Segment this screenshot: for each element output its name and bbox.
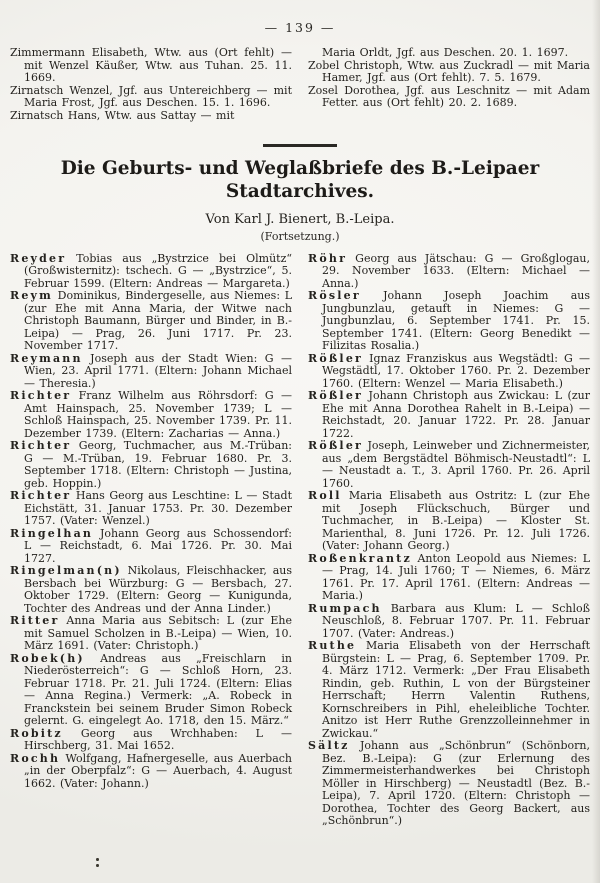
- register-entry: [10, 353, 292, 391]
- surname: Reyder: [10, 251, 67, 265]
- register-entry: Zobel Christoph, Wtw. aus Zuckradl — mit Maria Hamer, Jgf. aus (Ort fehlt). 7. 5. 1679.: [308, 58, 590, 84]
- header-left-column: [10, 47, 292, 122]
- register-entry: Zirnatsch Wenzel, Jgf. aus Untereichberg — mit Maria Frost, Jgf. aus Deschen. 15. 1. 1696.: [10, 83, 292, 109]
- surname: Roßenkrantz: [308, 551, 412, 565]
- entry-text: Wolfgang, Hafnergeselle, aus Auerbach „in der Oberpfalz“: G — Auerbach, 4. August 1662. (Vater: Johann.): [24, 751, 292, 790]
- entry-text: Nikolaus, Fleischhacker, aus Bersbach bei Würzburg: G — Bersbach, 27. Oktober 1729. (Eltern: Georg — Kunigunda, Tochter des Andreas und der Anna Linder.): [24, 564, 292, 615]
- surname: Reymann: [10, 351, 83, 365]
- register-entry: [10, 390, 292, 440]
- continuation-note: (Fortsetzung.): [260, 229, 340, 243]
- surname: Robek(h): [10, 651, 85, 665]
- scan-edge-shadow: [592, 0, 600, 883]
- scan-ink-speck: [96, 858, 99, 867]
- surname: Richter: [10, 439, 72, 452]
- surname: Sältz: [308, 739, 350, 752]
- entry-text: Georg aus Jätschau: G — Großglogau, 29. November 1633. (Eltern: Michael — Anna.): [322, 251, 590, 290]
- surname: Ringelhan: [10, 526, 94, 540]
- surname: Röhr: [308, 251, 348, 265]
- entry-text: Georg, Tuchmacher, aus M.-Trüban: G — M.-Trüban, 19. Februar 1680. Pr. 3. September 1718. (Eltern: Christoph — Justina, geb. Hoppin.): [24, 439, 292, 490]
- body-right-column: [308, 253, 590, 828]
- surname: Rößler: [308, 351, 364, 365]
- page-number: — 139 —: [264, 20, 336, 35]
- entry-text: Hans Georg aus Leschtine: L — Stadt Eichstätt, 31. Januar 1753. Pr. 30. Dezember 1757. (Vater: Wenzel.): [24, 489, 292, 527]
- header-register-section: [0, 47, 600, 122]
- surname: Rößler: [308, 389, 364, 402]
- register-entry: [10, 440, 292, 490]
- entry-text: Joseph aus der Stadt Wien: G — Wien, 23. April 1771. (Eltern: Johann Michael — Theresia.): [24, 351, 292, 390]
- body-register-section: [0, 253, 600, 828]
- surname: Ruthe: [308, 639, 357, 652]
- register-entry: [308, 440, 590, 490]
- header-right-column: [308, 47, 590, 122]
- register-entry: [10, 615, 292, 653]
- register-entry: [308, 353, 590, 391]
- register-entry: [10, 290, 292, 353]
- surname: Richter: [10, 489, 72, 502]
- register-entry: [308, 253, 590, 291]
- entry-text: Johann Christoph aus Zwickau: L (zur Ehe mit Anna Dorothea Rahelt in B.-Leipa) — Reichstadt, 20. Januar 1722. Pr. 28. Januar 1722.: [322, 389, 590, 440]
- body-left-column: [10, 253, 292, 828]
- register-entry: Zosel Dorothea, Jgf. aus Leschnitz — mit Adam Fetter. aus (Ort fehlt) 20. 2. 1689.: [308, 83, 590, 109]
- surname: Robitz: [10, 726, 63, 740]
- entry-text: Johann Joseph Joachim aus Jungbunzlau, getauft in Niemes: G — Jungbunzlau, 6. September 1741. Pr. 15. September 1741. (Eltern: Georg Benedikt — Filizitas Rosalia.): [322, 289, 590, 352]
- register-entry: [308, 603, 590, 641]
- register-entry: [10, 528, 292, 566]
- article-title: [30, 157, 570, 203]
- register-entry: [10, 565, 292, 615]
- entry-text: Franz Wilhelm aus Röhrsdorf: G — Amt Hainspach, 25. November 1739; L — Schloß Hainspach, 25. November 1739. Pr. 11. Dezember 1739. (Eltern: Zacharias — Anna.): [24, 389, 292, 440]
- entry-text: Johann Georg aus Schossendorf: L — Reichstadt, 6. Mai 1726. Pr. 30. Mai 1727.: [24, 526, 292, 565]
- register-entry: [10, 490, 292, 528]
- entry-text: Dominikus, Bindergeselle, aus Niemes: L (zur Ehe mit Anna Maria, der Witwe nach Christoph Baumann, Bürger und Binder, in B.-Leipa) — Prag, 26. Juni 1717. Pr. 23. November 1717.: [24, 289, 292, 352]
- entry-text: Anna Maria aus Sebitsch: L (zur Ehe mit Samuel Scholzen in B.-Leipa) — Wien, 10. März 1691. (Vater: Christoph.): [24, 614, 292, 652]
- surname: Richter: [10, 389, 72, 402]
- register-entry: [10, 253, 292, 291]
- register-entry-continuation: Maria Orldt, Jgf. aus Deschen. 20. 1. 1697.: [322, 46, 569, 59]
- surname: Rößler: [308, 439, 364, 452]
- entry-text: Maria Elisabeth aus Ostritz: L (zur Ehe mit Joseph Flückschuch, Bürger und Tuchmacher, in B.-Leipa) — Kloster St. Marienthal, 8. Juni 1726. Pr. 12. Juli 1726. (Vater: Johann Georg.): [322, 489, 590, 552]
- entry-text: Maria Elisabeth von der Herrschaft Bürgstein: L — Prag, 6. September 1709. Pr. 4. März 1712. Vermerk: „Der Frau Elisabeth Rindin, geb. Ruthin, L von der Bürgsteiner Herrschaft; Herrn Valentin Ruthens, Kornschreibers in Pihl, eheleibliche Tochter. Anitzo ist Herr Ruthe Grenzzolleinnehmer in Zwickau.“: [322, 639, 590, 740]
- register-entry: [10, 653, 292, 728]
- article-title-line1: Die Geburts- und Weglaßbriefe des B.-Leipaer: [60, 157, 540, 179]
- entry-text: Barbara aus Klum: L — Schloß Neuschloß, 8. Februar 1707. Pr. 11. Februar 1707. (Vater: Andreas.): [322, 601, 590, 640]
- register-entry: [308, 390, 590, 440]
- surname: Rumpach: [308, 601, 382, 615]
- register-entry: [10, 753, 292, 791]
- entry-text: Anton Leopold aus Niemes: L — Prag, 14. Juli 1760; T — Niemes, 6. März 1761. Pr. 17. April 1761. (Eltern: Andreas — Maria.): [322, 551, 590, 602]
- register-entry: [308, 290, 590, 353]
- surname: Reym: [10, 289, 53, 302]
- entry-text: Tobias aus „Bystrzice bei Olmütz“ (Großwisternitz): tschech. G — „Bystrzice“, 5. Februar 1599. (Eltern: Andreas — Margareta.): [24, 251, 292, 290]
- section-divider-rule: [263, 144, 337, 147]
- register-entry: [308, 740, 590, 828]
- entry-text: Ignaz Franziskus aus Wegstädtl: G — Wegstädtl, 17. Oktober 1760. Pr. 2. Dezember 1760. (Eltern: Wenzel — Maria Elisabeth.): [322, 351, 590, 390]
- register-entry: Zimmermann Elisabeth, Wtw. aus (Ort fehlt) — mit Wenzel Käußer, Wtw. aus Tuhan. 25. 11. 1669.: [10, 46, 292, 84]
- article-byline: Von Karl J. Bienert, B.-Leipa.: [205, 211, 395, 227]
- surname: Rochh: [10, 751, 61, 765]
- surname: Rösler: [308, 289, 361, 302]
- surname: Ringelman(n): [10, 564, 122, 577]
- register-entry: [308, 490, 590, 553]
- article-title-line2: Stadtarchives.: [225, 180, 375, 202]
- surname: Roll: [308, 489, 342, 502]
- register-entry: [308, 553, 590, 603]
- entry-text: Georg aus Wrchhaben: L — Hirschberg, 31. Mai 1652.: [24, 726, 292, 752]
- register-entry: [10, 728, 292, 753]
- register-entry: [308, 640, 590, 740]
- register-entry: Zirnatsch Hans, Wtw. aus Sattay — mit: [10, 108, 235, 122]
- entry-text: Johann aus „Schönbrun“ (Schönborn, Bez. B.-Leipa): G (zur Erlernung des Zimmermeisterhandwerkes bei Christoph Möller in Hirschberg) — Neustadtl (Bez. B.-Leipa), 7. April 1720. (Eltern: Christoph — Dorothea, Tochter des Georg Backert, aus „Schönbrun“.): [322, 739, 590, 827]
- entry-text: Andreas aus „Freischlarn in Niederösterreich“: G — Schloß Horn, 23. Februar 1718. Pr. 21. Juli 1724. (Eltern: Elias — Anna Regina.) Vermerk: „A. Robeck in Franckstein bei seinem Bruder Simon Robeck gelernt. G. eingelegt Ao. 1718, den 15. März.“: [24, 651, 292, 727]
- entry-text: Joseph, Leinweber und Zichnermeister, aus „dem Bergstädtel Böhmisch-Neustadtl“: L — Neustadt a. T., 3. April 1760. Pr. 26. April 1760.: [322, 439, 591, 490]
- surname: Ritter: [10, 614, 60, 627]
